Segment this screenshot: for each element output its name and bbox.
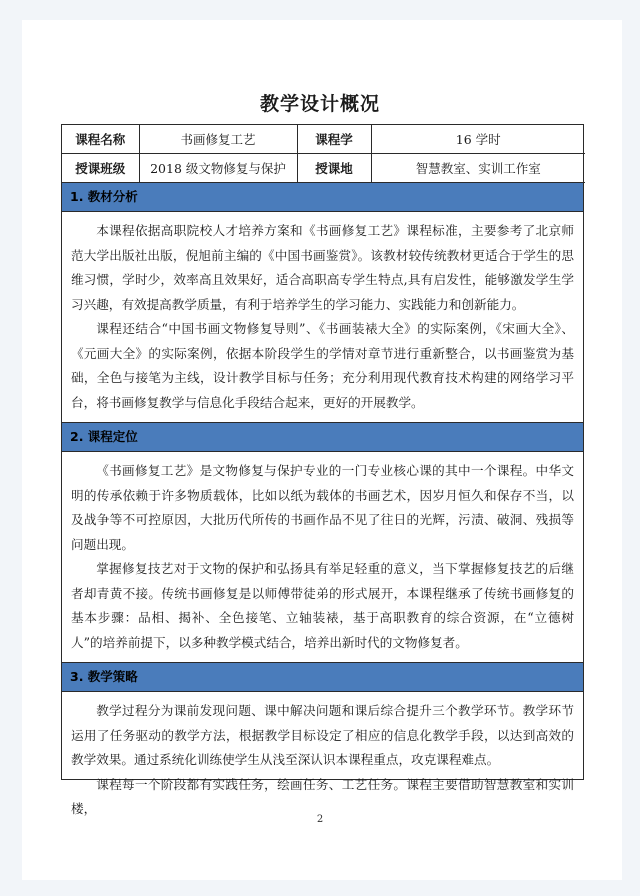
location-label: 授课地	[297, 154, 371, 183]
page-number: 2	[316, 814, 324, 825]
course-name-value: 书画修复工艺	[139, 125, 297, 154]
section-body-teaching-strategy	[62, 692, 583, 829]
location-value: 智慧教室、实训工作室	[371, 154, 585, 183]
section-body-course-positioning	[62, 452, 583, 663]
course-name-label: 课程名称	[62, 125, 139, 154]
course-info-row	[62, 154, 585, 183]
course-design-table	[61, 124, 584, 816]
paragraph: 课程还结合“中国书画文物修复导则”、《书画装裱大全》的实际案例，《宋画大全》、《元画大全》的实际案例，依据本阶段学生的学情对章节进行重新整合，以书画鉴赏为基础，全色与接笔为主线，设计教学目标与任务；充分利用现代教育技术构建的网络学习平台，将书画修复教学与信息化手段结合起来，更好的开展教学。	[71, 321, 574, 410]
paragraph: 《书画修复工艺》是文物修复与保护专业的一门专业核心课的其中一个课程。中华文明的传承依赖于许多物质载体，比如以纸为载体的书画艺术，因岁月恒久和保存不当，以及战争等不可控原因，大批历代所传的书画作品不见了往日的光辉，污渍、破洞、残损等问题出现。	[71, 463, 574, 552]
course-info-table	[62, 125, 585, 183]
course-hours-value: 16 学时	[371, 125, 585, 154]
section-heading-textbook-analysis: 1. 教材分析	[62, 183, 583, 212]
course-info-row	[62, 125, 585, 154]
section-heading-teaching-strategy: 3. 教学策略	[62, 663, 583, 692]
course-hours-label: 课程学	[297, 125, 371, 154]
paragraph: 课程每一个阶段都有实践任务，绘画任务、工艺任务。课程主要借助智慧教室和实训楼，	[71, 776, 574, 816]
section-heading-course-positioning: 2. 课程定位	[62, 423, 583, 452]
paragraph: 掌握修复技艺对于文物的保护和弘扬具有举足轻重的意义，当下掌握修复技艺的后继者却青黄不接。传统书画修复是以师傅带徒弟的形式展开，本课程继承了传统书画修复的基本步骤：品相、揭补、全色接笔、立轴装裱，基于高职教育的综合资源，在“立德树人”的培养前提下，以多种教学模式结合，培养出新时代的文物修复者。	[71, 561, 574, 650]
class-label: 授课班级	[62, 154, 139, 183]
class-value: 2018 级文物修复与保护	[139, 154, 297, 183]
paragraph: 本课程依据高职院校人才培养方案和《书画修复工艺》课程标准，主要参考了北京师范大学出版社出版，倪旭前主编的《中国书画鉴赏》。该教材较传统教材更适合于学生的思维习惯，学时少，效率高且效果好，适合高职高专学生特点,具有启发性，能够激发学生学习兴趣，有效提高教学质量，有利于培养学生的学习能力、实践能力和创新能力。	[71, 223, 574, 312]
section-body-textbook-analysis	[62, 212, 583, 423]
document-title: 教学设计概况	[259, 93, 380, 115]
paragraph: 教学过程分为课前发现问题、课中解决问题和课后综合提升三个教学环节。教学环节运用了任务驱动的教学方法，根据教学目标设定了相应的信息化教学手段，以达到高效的教学效果。通过系统化训练使学生从浅至深认识本课程重点，攻克课程难点。	[71, 703, 574, 767]
